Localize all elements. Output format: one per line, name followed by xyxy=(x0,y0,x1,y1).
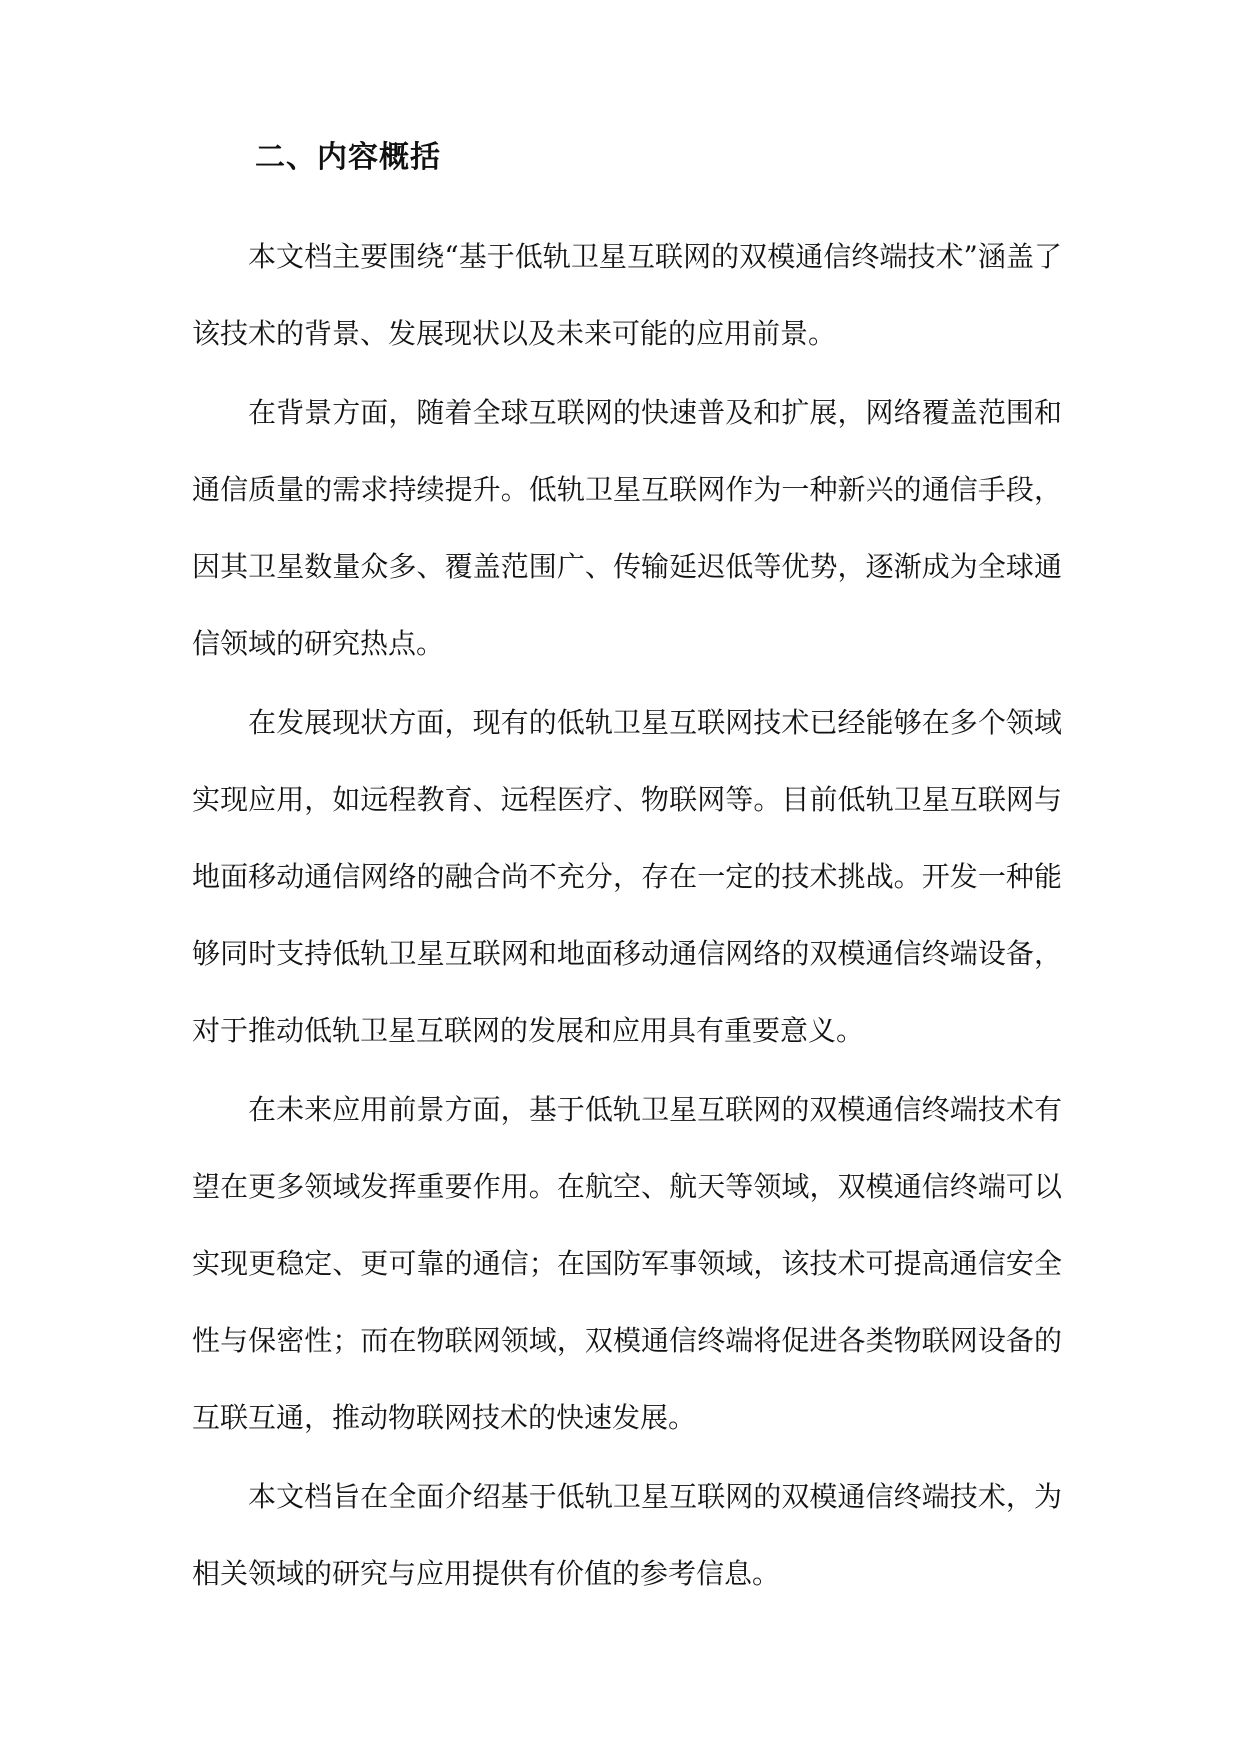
paragraph-current-status: 在发展现状方面，现有的低轨卫星互联网技术已经能够在多个领域实现应用，如远程教育、远程医疗、物联网等。目前低轨卫星互联网与地面移动通信网络的融合尚不充分，存在一定的技术挑战。开发一种能够同时支持低轨卫星互联网和地面移动通信网络的双模通信终端设备，对于推动低轨卫星互联网的发展和应用具有重要意义。 xyxy=(192,706,1062,1047)
document-body xyxy=(192,135,1062,1614)
paragraph-intro: 本文档主要围绕“基于低轨卫星互联网的双模通信终端技术”涵盖了该技术的背景、发展现状以及未来可能的应用前景。 xyxy=(192,240,1062,350)
section-heading: 二、内容概括 xyxy=(255,140,441,175)
paragraph-purpose: 本文档旨在全面介绍基于低轨卫星互联网的双模通信终端技术，为相关领域的研究与应用提供有价值的参考信息。 xyxy=(192,1480,1062,1590)
paragraph-future-prospects: 在未来应用前景方面，基于低轨卫星互联网的双模通信终端技术有望在更多领域发挥重要作用。在航空、航天等领域，双模通信终端可以实现更稳定、更可靠的通信；在国防军事领域，该技术可提高通信安全性与保密性；而在物联网领域，双模通信终端将促进各类物联网设备的互联互通，推动物联网技术的快速发展。 xyxy=(192,1093,1062,1434)
paragraph-background: 在背景方面，随着全球互联网的快速普及和扩展，网络覆盖范围和通信质量的需求持续提升。低轨卫星互联网作为一种新兴的通信手段，因其卫星数量众多、覆盖范围广、传输延迟低等优势，逐渐成为全球通信领域的研究热点。 xyxy=(192,396,1062,660)
